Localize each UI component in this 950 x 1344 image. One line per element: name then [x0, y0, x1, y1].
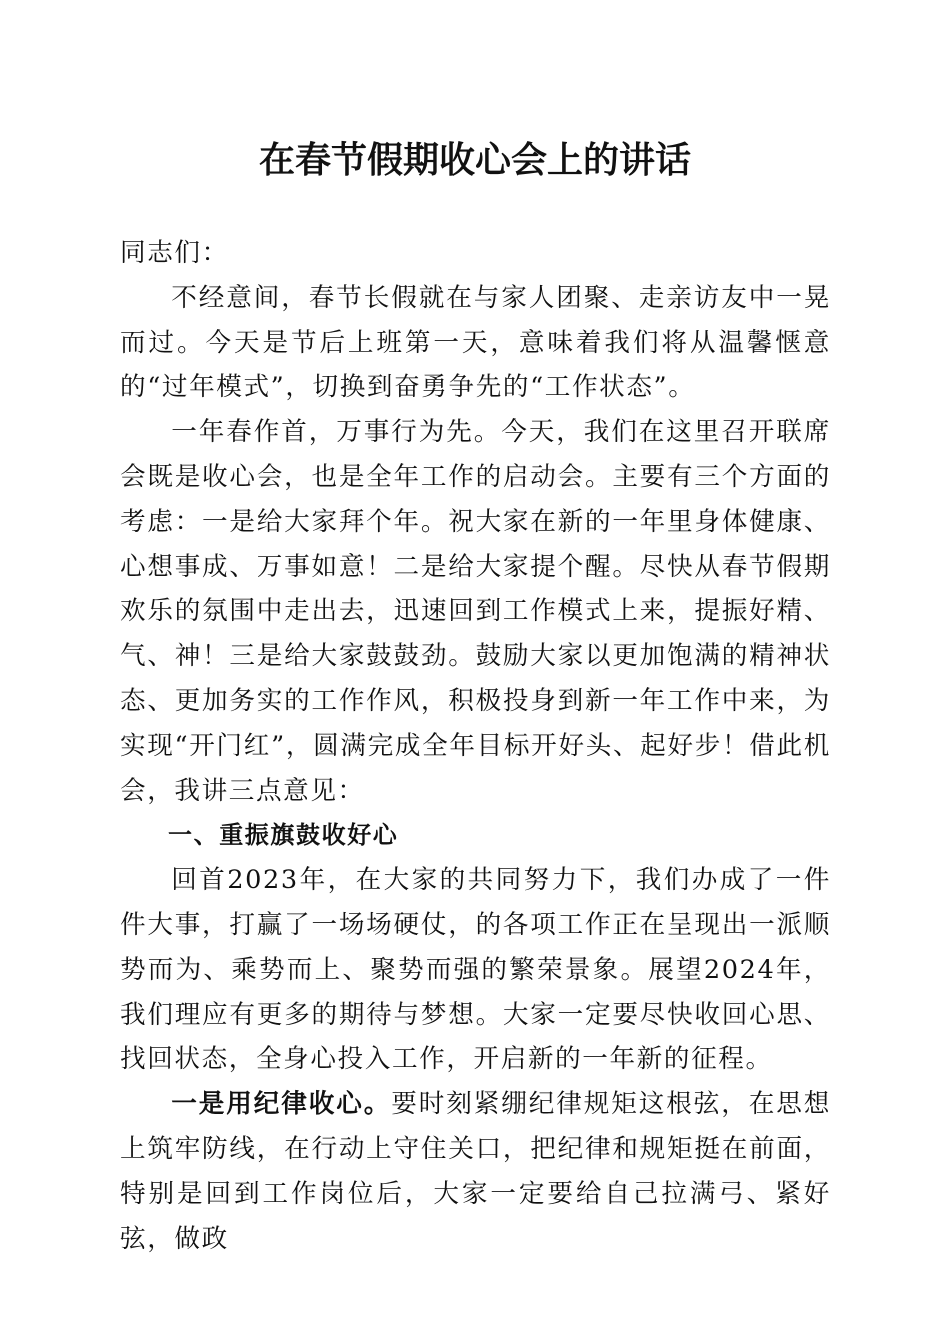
point-one-lead: 一是用纪律收心。 — [171, 1089, 392, 1120]
paragraph-review: 回首2023年，在大家的共同努力下，我们办成了一件件大事，打赢了一场场硬仗，的各项工作正在呈现出一派顺势而为、乘势而上、聚势而强的繁荣景象。展望2024年，我们理应有更多的期待与梦想。大家一定要尽快收回心思、找回状态，全身心投入工作，开启新的一年新的征程。 — [120, 865, 831, 1075]
paragraph-opening: 不经意间，春节长假就在与家人团聚、走亲访友中一晃而过。今天是节后上班第一天，意味着我们将从温馨惬意的“过年模式”，切换到奋勇争先的“工作状态”。 — [120, 282, 831, 403]
paragraph-point-one — [120, 1082, 831, 1261]
section-heading: 一、重振旗鼓收好心 — [168, 821, 399, 850]
paragraph-purpose: 一年春作首，万事行为先。今天，我们在这里召开联席会既是收心会，也是全年工作的启动会。主要有三个方面的考虑：一是给大家拜个年。祝大家在新的一年里身体健康、心想事成、万事如意！二是给大家提个醒。尽快从春节假期欢乐的氛围中走出去，迅速回到工作模式上来，提振好精、气、神！三是给大家鼓鼓劲。鼓励大家以更加饱满的精神状态、更加务实的工作作风，积极投身到新一年工作中来，为实现“开门红”，圆满完成全年目标开好头、起好步！借此机会，我讲三点意见： — [120, 417, 831, 806]
document-title: 在春节假期收心会上的讲话 — [258, 139, 691, 181]
salutation: 同志们： — [120, 238, 229, 268]
document-body — [120, 231, 831, 1261]
point-one-text: 要时刻紧绷纪律规矩这根弦，在思想上筑牢防线，在行动上守住关口，把纪律和规矩挺在前面，特别是回到工作岗位后，大家一定要给自己拉满弓、紧好弦，做政 — [120, 1089, 831, 1254]
